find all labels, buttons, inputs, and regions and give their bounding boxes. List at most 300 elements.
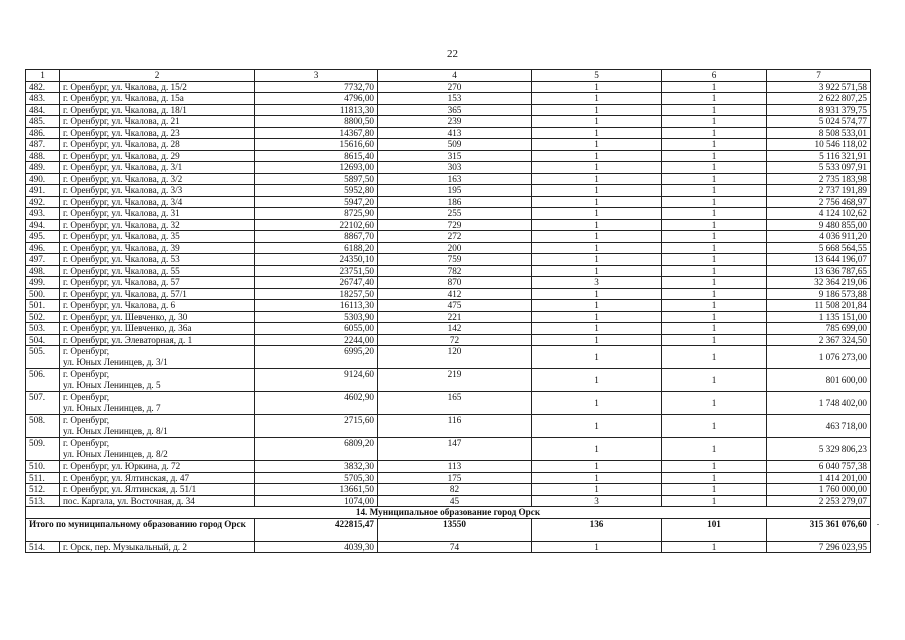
row-number: 502. xyxy=(26,311,60,323)
cost-cell: 2 367 324,50 xyxy=(767,334,871,346)
residents-cell: 163 xyxy=(378,173,532,185)
area-cell: 8725,90 xyxy=(255,208,378,220)
address-line: г. Оренбург, ул. Чкалова, д. 35 xyxy=(63,231,180,241)
column-5-cell: 1 xyxy=(532,254,662,266)
area-cell: 23751,50 xyxy=(255,265,378,277)
address-cell xyxy=(60,196,255,208)
column-6-cell: 1 xyxy=(662,277,767,289)
residents-cell: 72 xyxy=(378,334,532,346)
row-number: 483. xyxy=(26,93,60,105)
section-title: 14. Муниципальное образование город Орск xyxy=(26,507,871,519)
table-row xyxy=(26,461,871,473)
table-row xyxy=(26,150,871,162)
residents-cell: 147 xyxy=(378,438,532,461)
table-row xyxy=(26,162,871,174)
column-5-cell: 1 xyxy=(532,300,662,312)
column-6-cell: 1 xyxy=(662,461,767,473)
row-number: 514. xyxy=(26,541,60,553)
column-6-cell: 1 xyxy=(662,438,767,461)
residents-cell: 45 xyxy=(378,495,532,507)
column-5-cell: 1 xyxy=(532,116,662,128)
section-header-row xyxy=(26,507,871,519)
area-cell: 22102,60 xyxy=(255,219,378,231)
address-line: г. Оренбург, ул. Чкалова, д. 3/3 xyxy=(63,185,183,195)
column-6-cell: 1 xyxy=(662,116,767,128)
address-cell xyxy=(60,288,255,300)
area-cell: 1074,00 xyxy=(255,495,378,507)
table-row xyxy=(26,173,871,185)
area-cell: 4602,90 xyxy=(255,392,378,415)
area-cell: 6055,00 xyxy=(255,323,378,335)
residents-cell: 365 xyxy=(378,104,532,116)
column-5-cell: 1 xyxy=(532,461,662,473)
column-5-cell: 1 xyxy=(532,242,662,254)
table-row xyxy=(26,369,871,392)
column-6-cell: 1 xyxy=(662,81,767,93)
cost-cell: 2 735 183,98 xyxy=(767,173,871,185)
address-line: г. Оренбург, ул. Чкалова, д. 18/1 xyxy=(63,104,187,115)
table-row xyxy=(26,93,871,105)
row-number: 504. xyxy=(26,334,60,346)
column-5-cell: 1 xyxy=(532,265,662,277)
table-row xyxy=(26,334,871,346)
row-number: 511. xyxy=(26,472,60,484)
address-cell xyxy=(60,219,255,231)
column-6-cell: 1 xyxy=(662,265,767,277)
cost-cell: 2 737 191,89 xyxy=(767,185,871,197)
address-cell xyxy=(60,81,255,93)
row-number: 495. xyxy=(26,231,60,243)
area-cell: 8867,70 xyxy=(255,231,378,243)
address-cell xyxy=(60,323,255,335)
cost-cell: 1 135 151,00 xyxy=(767,311,871,323)
row-number: 488. xyxy=(26,150,60,162)
column-6-cell: 1 xyxy=(662,484,767,496)
column-6-cell: 1 xyxy=(662,392,767,415)
cost-cell: 10 546 118,02 xyxy=(767,139,871,151)
cost-cell: 1 748 402,00 xyxy=(767,392,871,415)
column-5-cell: 1 xyxy=(532,472,662,484)
address-cell xyxy=(60,150,255,162)
cost-cell: 5 116 321,91 xyxy=(767,150,871,162)
address-line: г. Оренбург, xyxy=(63,369,110,379)
column-header: 7 xyxy=(767,70,871,82)
address-cell xyxy=(60,254,255,266)
cost-cell: 7 296 023,95 xyxy=(767,541,871,553)
cost-cell: 8 931 379,75 xyxy=(767,104,871,116)
address-cell xyxy=(60,472,255,484)
address-cell: г. Орск, пер. Музыкальный, д. 2 xyxy=(60,541,255,553)
address-line: г. Оренбург, ул. Юркина, д. 72 xyxy=(63,461,181,471)
total-cost: 315 361 076,60 xyxy=(767,518,871,541)
residents-cell: 239 xyxy=(378,116,532,128)
area-cell: 6809,20 xyxy=(255,438,378,461)
address-line: г. Оренбург, ул. Чкалова, д. 15/2 xyxy=(63,81,187,92)
page-number: 22 xyxy=(447,48,458,60)
row-number: 490. xyxy=(26,173,60,185)
cost-cell: 801 600,00 xyxy=(767,369,871,392)
cost-cell: 6 040 757,38 xyxy=(767,461,871,473)
address-line: г. Оренбург, ул. Чкалова, д. 6 xyxy=(63,300,176,310)
column-6-cell: 1 xyxy=(662,150,767,162)
row-number: 493. xyxy=(26,208,60,220)
table-row xyxy=(26,392,871,415)
address-line: г. Оренбург, ул. Чкалова, д. 28 xyxy=(63,139,180,149)
residents-cell: 272 xyxy=(378,231,532,243)
column-5-cell: 1 xyxy=(532,541,662,553)
table-row xyxy=(26,254,871,266)
column-5-cell: 1 xyxy=(532,323,662,335)
table-row xyxy=(26,277,871,289)
row-number: 499. xyxy=(26,277,60,289)
column-6-cell: 1 xyxy=(662,231,767,243)
residents-cell: 74 xyxy=(378,541,532,553)
residents-cell: 142 xyxy=(378,323,532,335)
address-cell xyxy=(60,415,255,438)
area-cell: 9124,60 xyxy=(255,369,378,392)
address-line: г. Оренбург, xyxy=(63,438,110,448)
address-line: г. Оренбург, ул. Шевченко, д. 30 xyxy=(63,311,188,322)
address-line: г. Оренбург, xyxy=(63,392,110,402)
column-5-cell: 1 xyxy=(532,139,662,151)
column-6-cell: 1 xyxy=(662,104,767,116)
address-cell xyxy=(60,173,255,185)
area-cell: 5303,90 xyxy=(255,311,378,323)
area-cell: 4039,30 xyxy=(255,541,378,553)
residents-cell: 153 xyxy=(378,93,532,105)
residents-cell: 870 xyxy=(378,277,532,289)
residents-cell: 165 xyxy=(378,392,532,415)
column-5-cell: 1 xyxy=(532,231,662,243)
table-row xyxy=(26,196,871,208)
column-5-cell: 1 xyxy=(532,185,662,197)
address-line: г. Оренбург, xyxy=(63,415,110,425)
table-row xyxy=(26,484,871,496)
table-row xyxy=(26,81,871,93)
address-cell xyxy=(60,311,255,323)
table-row xyxy=(26,219,871,231)
table-row xyxy=(26,139,871,151)
residents-cell: 270 xyxy=(378,81,532,93)
row-number: 497. xyxy=(26,254,60,266)
address-line: г. Оренбург, ул. Чкалова, д. 53 xyxy=(63,254,180,264)
column-6-cell: 1 xyxy=(662,415,767,438)
column-5-cell: 3 xyxy=(532,495,662,507)
column-5-cell: 3 xyxy=(532,277,662,289)
table-row xyxy=(26,208,871,220)
cost-cell: 5 329 806,23 xyxy=(767,438,871,461)
area-cell: 5705,30 xyxy=(255,472,378,484)
column-6-cell: 1 xyxy=(662,311,767,323)
column-6-cell: 1 xyxy=(662,541,767,553)
table-row xyxy=(26,495,871,507)
address-line: г. Оренбург, ул. Элеваторная, д. 1 xyxy=(63,334,193,345)
residents-cell: 120 xyxy=(378,346,532,369)
area-cell: 2715,60 xyxy=(255,415,378,438)
column-5-cell: 1 xyxy=(532,162,662,174)
cost-cell: 5 533 097,91 xyxy=(767,162,871,174)
area-cell: 13661,50 xyxy=(255,484,378,496)
cost-cell: 32 364 219,06 xyxy=(767,277,871,289)
area-cell: 2244,00 xyxy=(255,334,378,346)
residents-cell: 303 xyxy=(378,162,532,174)
table-row xyxy=(26,231,871,243)
column-5-cell: 1 xyxy=(532,311,662,323)
address-cell xyxy=(60,265,255,277)
column-header: 5 xyxy=(532,70,662,82)
row-number: 489. xyxy=(26,162,60,174)
column-5-cell: 1 xyxy=(532,104,662,116)
row-number: 506. xyxy=(26,369,60,392)
area-cell: 26747,40 xyxy=(255,277,378,289)
cost-cell: 8 508 533,01 xyxy=(767,127,871,139)
area-cell: 18257,50 xyxy=(255,288,378,300)
row-number: 487. xyxy=(26,139,60,151)
area-cell: 7732,70 xyxy=(255,81,378,93)
table-row xyxy=(26,415,871,438)
residents-cell: 175 xyxy=(378,472,532,484)
table-row xyxy=(26,300,871,312)
cost-cell: 4 124 102,62 xyxy=(767,208,871,220)
cost-cell: 2 756 468,97 xyxy=(767,196,871,208)
column-5-cell: 1 xyxy=(532,288,662,300)
table-row xyxy=(26,127,871,139)
column-5-cell: 1 xyxy=(532,81,662,93)
address-line: г. Оренбург, ул. Чкалова, д. 31 xyxy=(63,208,180,218)
address-line: г. Оренбург, ул. Чкалова, д. 15а xyxy=(63,93,184,103)
area-cell: 15616,60 xyxy=(255,139,378,151)
column-6-cell: 1 xyxy=(662,495,767,507)
address-line: г. Оренбург, xyxy=(63,346,110,356)
address-line: пос. Каргала, ул. Восточная, д. 34 xyxy=(63,495,195,506)
total-area: 422815,47 xyxy=(255,518,378,541)
address-cell xyxy=(60,93,255,105)
table-body xyxy=(26,70,871,553)
table-row xyxy=(26,541,871,553)
table-row xyxy=(26,438,871,461)
row-number: 501. xyxy=(26,300,60,312)
residents-cell: 412 xyxy=(378,288,532,300)
column-5-cell: 1 xyxy=(532,173,662,185)
scan-mark xyxy=(877,524,879,525)
area-cell: 5897,50 xyxy=(255,173,378,185)
row-number: 498. xyxy=(26,265,60,277)
address-cell xyxy=(60,369,255,392)
cost-cell: 1 760 000,00 xyxy=(767,484,871,496)
residents-cell: 782 xyxy=(378,265,532,277)
address-cell xyxy=(60,392,255,415)
column-header: 6 xyxy=(662,70,767,82)
area-cell: 24350,10 xyxy=(255,254,378,266)
total-residents: 13550 xyxy=(378,518,532,541)
address-line: г. Оренбург, ул. Шевченко, д. 36а xyxy=(63,323,192,333)
column-6-cell: 1 xyxy=(662,288,767,300)
row-number: 494. xyxy=(26,219,60,231)
table-row xyxy=(26,104,871,116)
cost-cell: 463 718,00 xyxy=(767,415,871,438)
column-6-cell: 1 xyxy=(662,162,767,174)
column-6-cell: 1 xyxy=(662,254,767,266)
address-cell xyxy=(60,104,255,116)
column-5-cell: 1 xyxy=(532,369,662,392)
table-row xyxy=(26,472,871,484)
address-cell xyxy=(60,242,255,254)
area-cell: 12693,00 xyxy=(255,162,378,174)
residents-cell: 195 xyxy=(378,185,532,197)
table-row xyxy=(26,116,871,128)
row-number: 505. xyxy=(26,346,60,369)
row-number: 492. xyxy=(26,196,60,208)
column-header: 4 xyxy=(378,70,532,82)
address-cell xyxy=(60,231,255,243)
column-6-cell: 1 xyxy=(662,93,767,105)
column-5-cell: 1 xyxy=(532,334,662,346)
column-number-row xyxy=(26,70,871,82)
cost-cell: 13 636 787,65 xyxy=(767,265,871,277)
column-header: 3 xyxy=(255,70,378,82)
column-6-cell: 1 xyxy=(662,185,767,197)
housing-registry-table xyxy=(25,69,871,553)
residents-cell: 759 xyxy=(378,254,532,266)
residents-cell: 186 xyxy=(378,196,532,208)
column-6-cell: 1 xyxy=(662,139,767,151)
row-number: 510. xyxy=(26,461,60,473)
column-5-cell: 1 xyxy=(532,127,662,139)
address-line: г. Оренбург, ул. Чкалова, д. 21 xyxy=(63,116,180,126)
cost-cell: 2 622 807,25 xyxy=(767,93,871,105)
table-row xyxy=(26,311,871,323)
address-line: ул. Юных Ленинцев, д. 8/2 xyxy=(63,449,168,459)
address-line: г. Оренбург, ул. Ялтинская, д. 51/1 xyxy=(63,484,197,494)
residents-cell: 255 xyxy=(378,208,532,220)
address-line: г. Оренбург, ул. Чкалова, д. 3/1 xyxy=(63,162,183,172)
area-cell: 16113,30 xyxy=(255,300,378,312)
table-row xyxy=(26,288,871,300)
column-5-cell: 1 xyxy=(532,392,662,415)
column-6-cell: 1 xyxy=(662,173,767,185)
address-cell xyxy=(60,438,255,461)
table-row xyxy=(26,265,871,277)
address-line: г. Оренбург, ул. Чкалова, д. 57/1 xyxy=(63,288,187,299)
row-number: 496. xyxy=(26,242,60,254)
row-number: 509. xyxy=(26,438,60,461)
cost-cell: 9 186 573,88 xyxy=(767,288,871,300)
address-line: ул. Юных Ленинцев, д. 8/1 xyxy=(63,426,168,436)
address-cell xyxy=(60,162,255,174)
table-row xyxy=(26,242,871,254)
address-line: г. Оренбург, ул. Чкалова, д. 3/2 xyxy=(63,173,183,184)
column-header: 2 xyxy=(60,70,255,82)
residents-cell: 113 xyxy=(378,461,532,473)
address-line: г. Оренбург, ул. Чкалова, д. 29 xyxy=(63,150,180,161)
cost-cell: 1 076 273,00 xyxy=(767,346,871,369)
column-6-cell: 1 xyxy=(662,300,767,312)
address-cell xyxy=(60,346,255,369)
total-label: Итого по муниципальному образованию город Орск xyxy=(26,518,255,541)
address-line: г. Оренбург, ул. Чкалова, д. 23 xyxy=(63,127,180,138)
area-cell: 8615,40 xyxy=(255,150,378,162)
table-row xyxy=(26,323,871,335)
residents-cell: 116 xyxy=(378,415,532,438)
row-number: 491. xyxy=(26,185,60,197)
table-row xyxy=(26,346,871,369)
address-line: ул. Юных Ленинцев, д. 5 xyxy=(63,380,161,390)
column-5-cell: 1 xyxy=(532,93,662,105)
address-cell xyxy=(60,484,255,496)
row-number: 503. xyxy=(26,323,60,335)
column-6-cell: 1 xyxy=(662,127,767,139)
residents-cell: 729 xyxy=(378,219,532,231)
row-number: 508. xyxy=(26,415,60,438)
address-cell xyxy=(60,334,255,346)
address-cell xyxy=(60,300,255,312)
residents-cell: 219 xyxy=(378,369,532,392)
residents-cell: 82 xyxy=(378,484,532,496)
column-header: 1 xyxy=(26,70,60,82)
address-line: ул. Юных Ленинцев, д. 7 xyxy=(63,403,161,413)
total-column-5: 136 xyxy=(532,518,662,541)
area-cell: 5947,20 xyxy=(255,196,378,208)
row-number: 513. xyxy=(26,495,60,507)
column-5-cell: 1 xyxy=(532,208,662,220)
column-6-cell: 1 xyxy=(662,242,767,254)
address-line: г. Оренбург, ул. Чкалова, д. 55 xyxy=(63,265,180,276)
column-5-cell: 1 xyxy=(532,484,662,496)
table-row xyxy=(26,185,871,197)
column-6-cell: 1 xyxy=(662,472,767,484)
address-cell xyxy=(60,127,255,139)
area-cell: 3832,30 xyxy=(255,461,378,473)
row-number: 482. xyxy=(26,81,60,93)
column-6-cell: 1 xyxy=(662,334,767,346)
cost-cell: 4 036 911,20 xyxy=(767,231,871,243)
cost-cell: 5 668 564,55 xyxy=(767,242,871,254)
row-number: 484. xyxy=(26,104,60,116)
cost-cell: 13 644 196,07 xyxy=(767,254,871,266)
address-line: г. Оренбург, ул. Чкалова, д. 39 xyxy=(63,242,180,253)
column-6-cell: 1 xyxy=(662,208,767,220)
address-cell xyxy=(60,208,255,220)
area-cell: 5952,80 xyxy=(255,185,378,197)
residents-cell: 200 xyxy=(378,242,532,254)
address-cell xyxy=(60,139,255,151)
row-number: 486. xyxy=(26,127,60,139)
area-cell: 6188,20 xyxy=(255,242,378,254)
address-line: г. Оренбург, ул. Чкалова, д. 57 xyxy=(63,277,180,287)
column-5-cell: 1 xyxy=(532,438,662,461)
column-6-cell: 1 xyxy=(662,369,767,392)
area-cell: 11813,30 xyxy=(255,104,378,116)
address-cell xyxy=(60,185,255,197)
cost-cell: 785 699,00 xyxy=(767,323,871,335)
address-cell xyxy=(60,461,255,473)
address-line: г. Оренбург, ул. Ялтинская, д. 47 xyxy=(63,472,190,483)
address-line: ул. Юных Ленинцев, д. 3/1 xyxy=(63,357,168,367)
column-5-cell: 1 xyxy=(532,196,662,208)
row-number: 485. xyxy=(26,116,60,128)
column-6-cell: 1 xyxy=(662,346,767,369)
residents-cell: 475 xyxy=(378,300,532,312)
column-5-cell: 1 xyxy=(532,415,662,438)
cost-cell: 5 024 574,77 xyxy=(767,116,871,128)
address-line: г. Оренбург, ул. Чкалова, д. 3/4 xyxy=(63,196,183,207)
residents-cell: 413 xyxy=(378,127,532,139)
column-5-cell: 1 xyxy=(532,150,662,162)
cost-cell: 9 480 855,00 xyxy=(767,219,871,231)
address-cell xyxy=(60,277,255,289)
residents-cell: 315 xyxy=(378,150,532,162)
address-cell xyxy=(60,116,255,128)
